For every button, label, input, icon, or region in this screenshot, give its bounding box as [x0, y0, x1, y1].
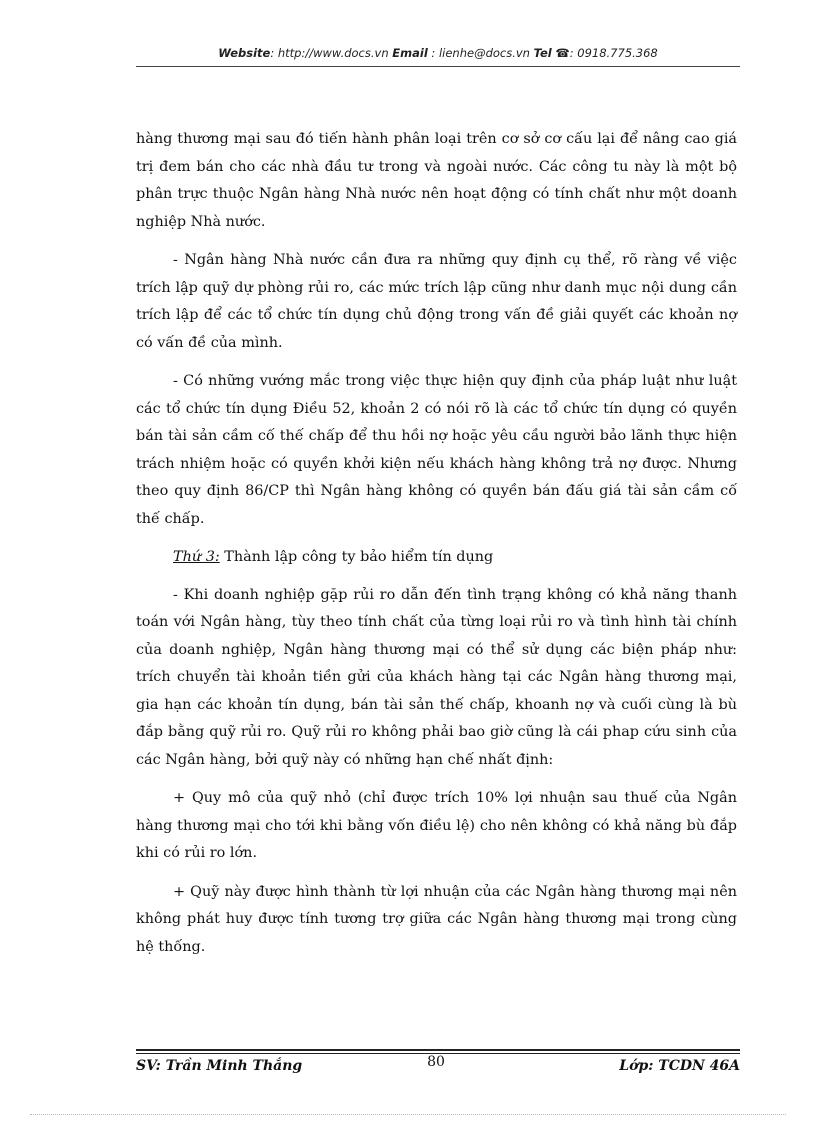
email-label: Email — [392, 46, 428, 60]
footer-student: SV: Trần Minh Thắng — [136, 1058, 303, 1074]
footer-class: Lớp: TCDN 46A — [619, 1058, 740, 1074]
document-body — [136, 126, 737, 972]
email-value: : lienhe@docs.vn — [431, 46, 530, 60]
heading-text: Thành lập công ty bảo hiểm tín dụng — [219, 549, 494, 565]
website-value: : http://www.docs.vn — [270, 46, 389, 60]
page-bottom-edge — [30, 1114, 786, 1115]
website-label: Website — [218, 46, 271, 60]
page-header — [136, 46, 740, 60]
paragraph-continuation: hàng thương mại sau đó tiến hành phân loại trên cơ sở cơ cấu lại để nâng cao giá trị đem bán cho các nhà đầu tư trong và ngoài nước. Các công tu này là một bộ phân trực thuộc Ngân hàng Nhà nước nên hoạt động có tính chất như một doanh nghiệp Nhà nước. — [136, 131, 737, 230]
tel-value: : 0918.775.368 — [569, 46, 658, 60]
tel-label: Tel — [533, 46, 552, 60]
heading-label: Thứ 3: — [173, 549, 220, 565]
paragraph-legal-obstacles: - Có những vướng mắc trong việc thực hiện quy định của pháp luật như luật các tổ chức tín dụng Điều 52, khoản 2 có nói rõ là các tổ chức tín dụng có quyền bán tài sản cầm cố thế chấp để thu hồi nợ hoặc yêu cầu người bảo lãnh thực hiện trách nhiệm hoặc có quyền khởi kiện nếu khách hàng không trả nợ được. Nhưng theo quy định 86/CP thì Ngân hàng không có quyền bán đấu giá tài sản cầm cố thế chấp. — [136, 373, 737, 527]
page-number: 80 — [427, 1054, 445, 1070]
paragraph-enterprise-risk: - Khi doanh nghiệp gặp rủi ro dẫn đến tình trạng không có khả năng thanh toán với Ngân hàng, tùy theo tính chất của từng loại rủi ro và tình hình tài chính của doanh nghiệp, Ngân hàng thương mại có thể sử dụng các biện pháp như: trích chuyển tài khoản tiền gửi của khách hàng tại các Ngân hàng thương mại, gia hạn các khoản tín dụng, bán tài sản thế chấp, khoanh nợ và cuối cùng là bù đắp bằng quỹ rủi ro. Quỹ rủi ro không phải bao giờ cũng là cái phap cứu sinh của các Ngân hàng, bởi quỹ này có những hạn chế nhất định: — [136, 586, 737, 768]
paragraph-fund-source: + Quỹ này được hình thành từ lợi nhuận của các Ngân hàng thương mại nên không phát huy được tính tương trợ giữa các Ngân hàng thương mại trong cùng hệ thống. — [136, 883, 737, 955]
section-heading — [136, 544, 737, 572]
phone-icon: ☎ — [555, 46, 570, 60]
paragraph-provisions: - Ngân hàng Nhà nước cần đưa ra những quy định cụ thể, rõ ràng về việc trích lập quỹ dự phòng rủi ro, các mức trích lập cũng như danh mục nội dung cần trích lập để các tổ chức tín dụng chủ động trong vấn đề giải quyết các khoản nợ có vấn đề của mình. — [136, 252, 737, 351]
paragraph-fund-scale: + Quy mô của quỹ nhỏ (chỉ được trích 10% lợi nhuận sau thuế của Ngân hàng thương mại cho tới khi bằng vốn điều lệ) cho nên không có khả năng bù đắp khi có rủi ro lớn. — [136, 790, 737, 861]
header-divider — [136, 66, 740, 67]
footer-divider-thick — [136, 1049, 740, 1051]
